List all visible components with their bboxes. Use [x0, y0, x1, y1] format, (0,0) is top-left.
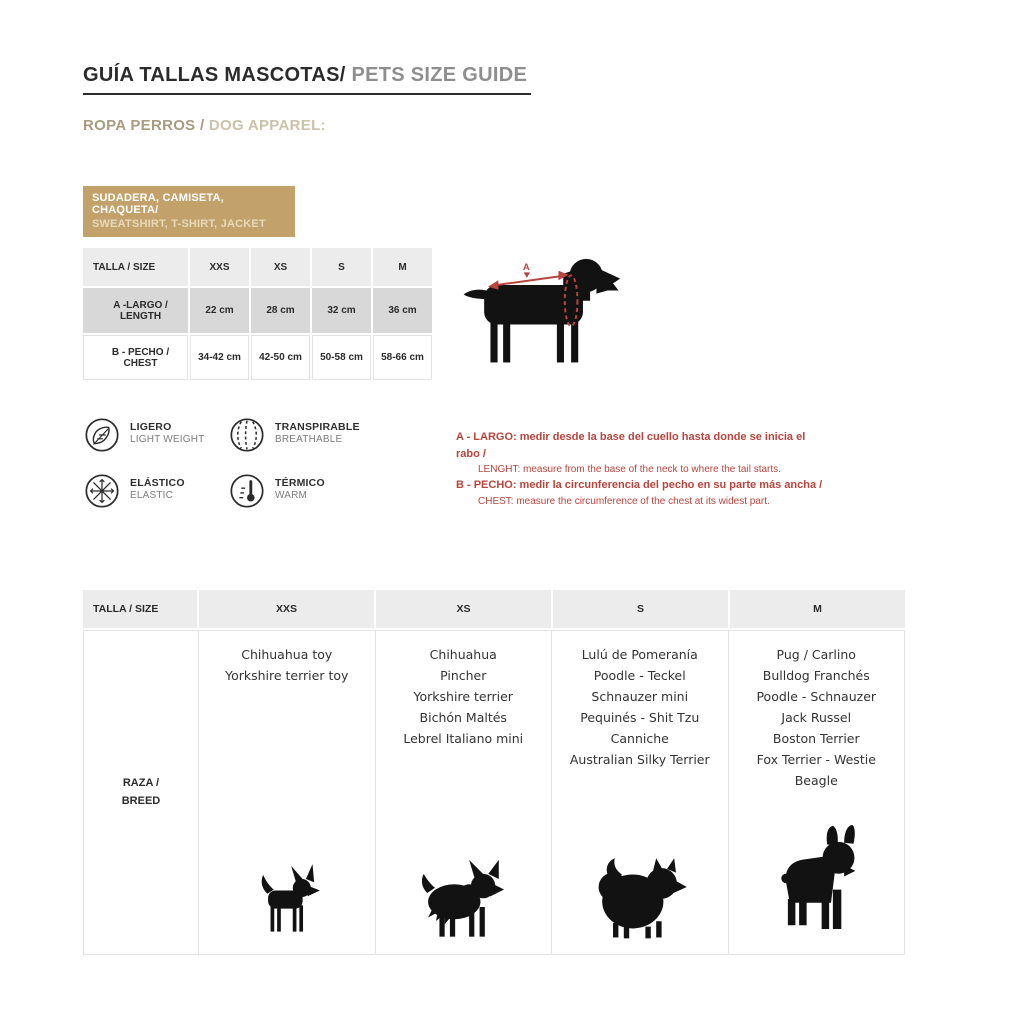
- breed-item: Yorkshire terrier toy: [225, 668, 349, 683]
- page-subtitle-en: DOG APPAREL:: [208, 117, 326, 134]
- breed-item: Yorkshire terrier: [413, 689, 513, 704]
- breed-item: Jack Russel: [781, 710, 852, 725]
- breed-cell-m: [729, 631, 905, 954]
- marker-a-label: A: [522, 261, 530, 273]
- length-xxs: 22 cm: [190, 288, 249, 333]
- breed-header-xs: XS: [376, 590, 551, 628]
- size-table-header-xs: XS: [251, 248, 310, 286]
- breed-cell-xs: [376, 631, 552, 954]
- note-largo-label: A - LARGO:: [456, 431, 517, 443]
- breed-header-xxs: XXS: [199, 590, 374, 628]
- breed-item: Poodle - Teckel: [593, 668, 686, 683]
- breed-item: Schnauzer mini: [591, 689, 689, 704]
- breed-item: Canniche: [610, 731, 669, 746]
- page-subtitle: [83, 117, 326, 134]
- page-title: [83, 64, 531, 95]
- page-title-en: PETS SIZE GUIDE: [345, 64, 528, 86]
- pomeranian-silhouette: [586, 849, 694, 944]
- breed-item: Poodle - Schnauzer: [756, 689, 877, 704]
- feature-elastic: [83, 472, 228, 528]
- elastic-icon: [83, 472, 121, 510]
- length-m: 36 cm: [373, 288, 432, 333]
- chihuahua-silhouette: [250, 860, 324, 944]
- category-box: [83, 186, 295, 237]
- feature-en-label: WARM: [275, 490, 308, 502]
- feature-lightweight: [83, 416, 228, 472]
- length-s: 32 cm: [312, 288, 371, 333]
- note-length-en: LENGHT: measure from the base of the neck to where the tail starts.: [478, 464, 781, 475]
- size-table-header-m: M: [373, 248, 432, 286]
- breed-item: Lebrel Italiano mini: [403, 731, 524, 746]
- feature-en-label: BREATHABLE: [275, 434, 343, 446]
- breed-table-body: [83, 630, 905, 955]
- breed-item: Australian Silky Terrier: [569, 752, 710, 767]
- breed-list-m: [729, 644, 905, 791]
- breed-item: Pincher: [440, 668, 487, 683]
- features-legend: [83, 416, 398, 528]
- breed-item: Chihuahua toy: [241, 647, 333, 662]
- chest-row-label: B - PECHO / CHEST: [83, 335, 188, 380]
- size-table-header-label: TALLA / SIZE: [83, 248, 188, 286]
- size-table: [83, 248, 432, 380]
- breed-item: Lulú de Pomeranía: [581, 647, 698, 662]
- measuring-notes: [456, 429, 826, 509]
- feature-en-label: LIGHT WEIGHT: [130, 434, 205, 446]
- french-bulldog-silhouette: [769, 824, 863, 944]
- breed-item: Chihuahua: [429, 647, 497, 662]
- feather-icon: [83, 416, 121, 454]
- breed-header-s: S: [553, 590, 728, 628]
- note-pecho-es: B - PECHO: medir la circunferencia del pecho en su parte más ancha /: [456, 479, 823, 491]
- breed-item: Bichón Maltés: [419, 710, 507, 725]
- note-chest-en: CHEST: measure the circumference of the chest at its widest part.: [478, 495, 770, 507]
- breed-table-header: [83, 590, 905, 628]
- breed-list-xxs: [199, 644, 375, 686]
- page-subtitle-es: ROPA PERROS /: [83, 117, 209, 134]
- length-row-label: A -LARGO / LENGTH: [83, 288, 188, 333]
- breed-item: Beagle: [794, 773, 838, 788]
- breed-item: Pug / Carlino: [776, 647, 856, 662]
- category-line-es: SUDADERA, CAMISETA, CHAQUETA/: [92, 192, 224, 216]
- breed-cell-xxs: [199, 631, 375, 954]
- longhair-chihuahua-silhouette: [415, 856, 511, 944]
- feature-es-label: ELÁSTICO: [130, 477, 185, 489]
- measuring-diagram: [462, 250, 632, 374]
- page-title-es: GUÍA TALLAS MASCOTAS/: [83, 64, 346, 86]
- chest-xs: 42-50 cm: [251, 335, 310, 380]
- chest-xxs: 34-42 cm: [190, 335, 249, 380]
- breed-header-label: TALLA / SIZE: [83, 590, 197, 628]
- feature-es-label: TRANSPIRABLE: [275, 421, 360, 433]
- breed-item: Pequinés - Shit Tzu: [580, 710, 700, 725]
- feature-breathable: [228, 416, 398, 472]
- breed-row-label: RAZA / BREED: [84, 631, 198, 954]
- chest-m: 58-66 cm: [373, 335, 432, 380]
- labrador-measure-diagram: [462, 250, 632, 369]
- feature-en-label: ELASTIC: [130, 490, 174, 502]
- feature-es-label: TÉRMICO: [275, 477, 325, 489]
- breathable-icon: [228, 416, 266, 454]
- breed-list-s: [552, 644, 728, 770]
- breed-cell-s: [552, 631, 728, 954]
- feature-es-label: LIGERO: [130, 421, 172, 433]
- category-line-en: SWEATSHIRT, T-SHIRT, JACKET: [92, 218, 266, 230]
- chest-s: 50-58 cm: [312, 335, 371, 380]
- size-table-header-xxs: XXS: [190, 248, 249, 286]
- size-table-header-s: S: [312, 248, 371, 286]
- note-pecho-label: B - PECHO:: [456, 479, 517, 491]
- breed-item: Boston Terrier: [772, 731, 860, 746]
- length-xs: 28 cm: [251, 288, 310, 333]
- breed-item: Bulldog Franchés: [762, 668, 870, 683]
- breed-list-xs: [376, 644, 552, 749]
- thermal-icon: [228, 472, 266, 510]
- breed-item: Fox Terrier - Westie: [756, 752, 876, 767]
- breed-header-m: M: [730, 590, 905, 628]
- feature-warm: [228, 472, 398, 528]
- note-largo-es: A - LARGO: medir desde la base del cuello hasta donde se inicia el rabo /: [456, 431, 806, 460]
